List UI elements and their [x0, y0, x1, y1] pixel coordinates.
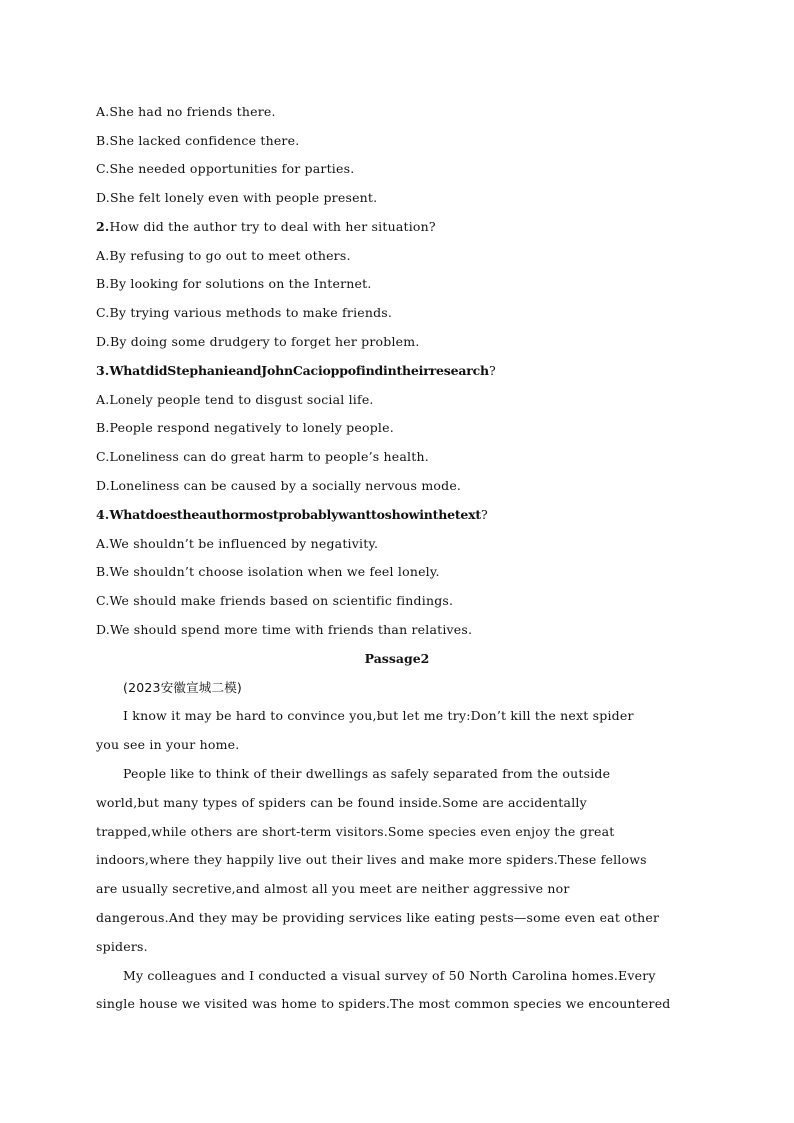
passage-line-3: People like to think of their dwellings as safely separated from the outside [123, 766, 611, 781]
q3-option-d: D.Loneliness can be caused by a socially nervous mode. [96, 478, 462, 493]
q3-stem [96, 363, 496, 379]
q4-text: Whatdoestheauthormostprobablywanttoshowinthetext [109, 507, 481, 522]
q3-text: WhatdidStephanieandJohnCacioppofindintheirresearch [109, 363, 489, 378]
passage-line-9: spiders. [96, 939, 148, 954]
passage-line-4: world,but many types of spiders can be found inside.Some are accidentally [96, 795, 587, 810]
q3-mark: ? [488, 363, 496, 378]
q2-option-c: C.By trying various methods to make friends. [96, 305, 393, 320]
passage-line-6: indoors,where they happily live out their lives and make more spiders.These fellows [96, 852, 647, 867]
q3-number: 3. [96, 363, 110, 378]
q4-mark: ? [481, 507, 488, 522]
q2-stem [96, 219, 436, 235]
q2-option-d: D.By doing some drudgery to forget her problem. [96, 334, 420, 349]
q2-option-a: A.By refusing to go out to meet others. [96, 248, 351, 263]
q4-option-a: A.We shouldn’t be influenced by negativity. [96, 536, 379, 551]
passage-line-2: you see in your home. [96, 737, 240, 752]
passage-line-10: My colleagues and I conducted a visual survey of 50 North Carolina homes.Every [123, 968, 656, 983]
q1-option-d: D.She felt lonely even with people present. [96, 190, 378, 205]
q2-option-b: B.By looking for solutions on the Internet. [96, 276, 372, 291]
q2-text: How did the author try to deal with her situation? [109, 219, 436, 234]
passage-title: Passage2 [364, 651, 430, 666]
q3-option-b: B.People respond negatively to lonely people. [96, 420, 394, 435]
passage-line-8: dangerous.And they may be providing services like eating pests—some even eat other [96, 910, 660, 925]
passage-line-5: trapped,while others are short-term visitors.Some species even enjoy the great [96, 824, 615, 839]
q4-stem [96, 507, 488, 523]
passage-line-11: single house we visited was home to spiders.The most common species we encountered [96, 996, 671, 1011]
q4-number: 4. [96, 507, 110, 522]
q1-option-c: C.She needed opportunities for parties. [96, 161, 355, 176]
q4-option-b: B.We shouldn’t choose isolation when we feel lonely. [96, 564, 440, 579]
q2-number: 2. [96, 219, 110, 234]
q3-option-c: C.Loneliness can do great harm to people’s health. [96, 449, 429, 464]
q1-option-b: B.She lacked confidence there. [96, 133, 300, 148]
passage-line-7: are usually secretive,and almost all you meet are neither aggressive nor [96, 881, 570, 896]
q1-option-a: A.She had no friends there. [96, 104, 276, 119]
q4-option-c: C.We should make friends based on scientific findings. [96, 593, 454, 608]
passage-line-1: I know it may be hard to convince you,but let me try:Don’t kill the next spider [123, 708, 634, 723]
q4-option-d: D.We should spend more time with friends than relatives. [96, 622, 473, 637]
q3-option-a: A.Lonely people tend to disgust social life. [96, 392, 374, 407]
passage-source: (2023安徽宣城二模) [123, 680, 242, 695]
